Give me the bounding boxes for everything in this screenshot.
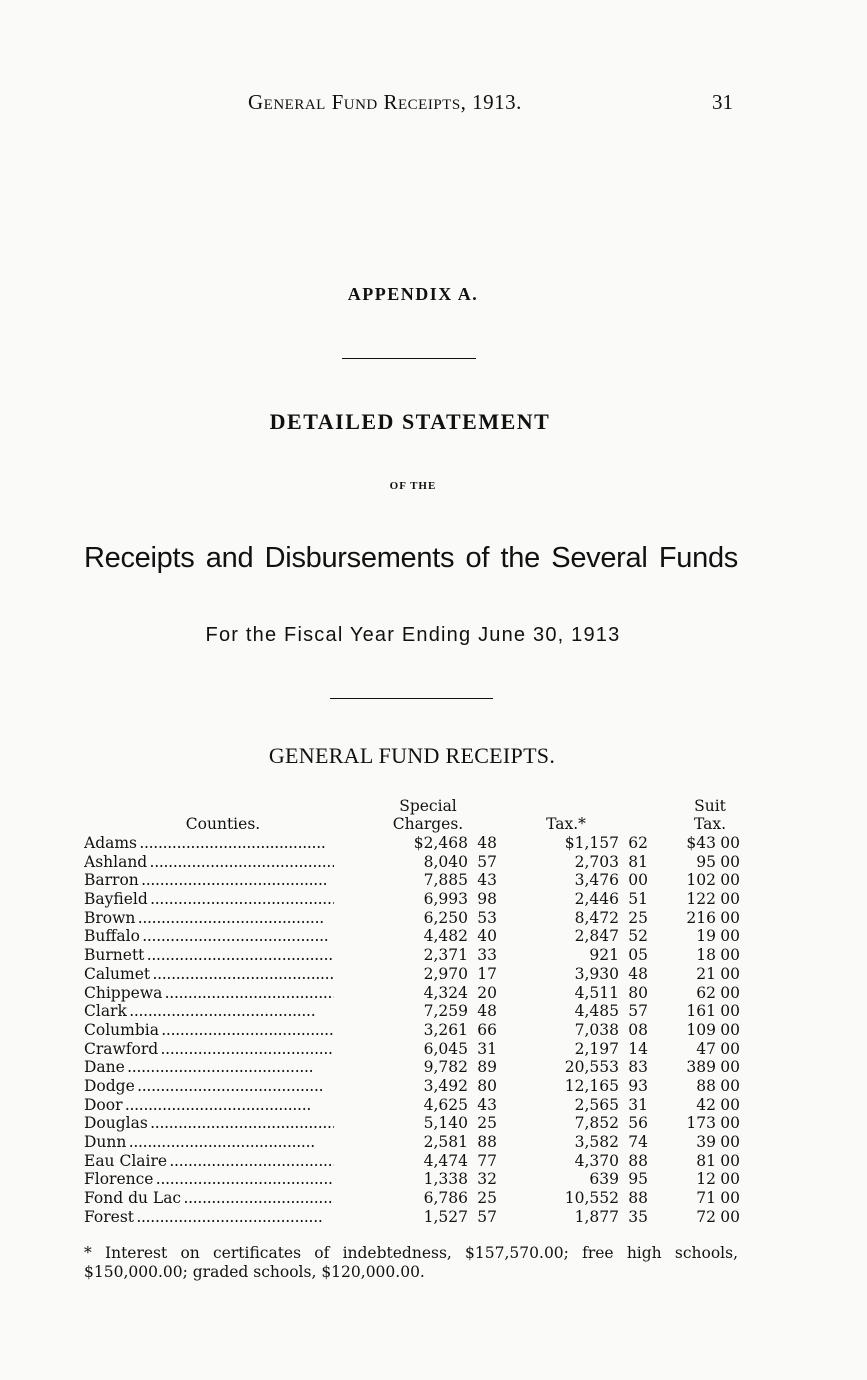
suit-tax-dollars: 389: [686, 1058, 716, 1077]
suit-tax-dollars: 47: [696, 1039, 716, 1058]
special-charges-cents: 48: [477, 834, 497, 852]
suit-tax-dollars: 109: [686, 1020, 716, 1039]
special-charges-dollars: 7,885: [423, 871, 468, 890]
suit-tax-dollars: 102: [686, 871, 716, 890]
suit-tax-cents: 00: [720, 1207, 740, 1226]
special-charges-dollars: 6,993: [423, 890, 468, 909]
appendix-heading: APPENDIX A.: [347, 284, 479, 304]
header-tax: Tax.*: [546, 815, 586, 833]
county-name: Barron . . .: [84, 871, 334, 890]
special-charges-cents: 57: [477, 1207, 497, 1226]
tax-cents: 51: [628, 890, 648, 909]
county-name: Calumet . . .: [84, 965, 334, 984]
header-counties: Counties.: [185, 815, 261, 833]
tax-cents: 56: [628, 1114, 648, 1133]
special-charges-cents: 57: [477, 852, 497, 871]
suit-tax-cents: 00: [720, 1151, 740, 1170]
suit-tax-dollars: 42: [696, 1095, 716, 1114]
page-number: 31: [712, 90, 733, 114]
suit-tax-cents: 00: [720, 1114, 740, 1133]
special-charges-cents: 20: [477, 983, 497, 1002]
suit-tax-cents: 00: [720, 890, 740, 909]
fiscal-year-line: For the Fiscal Year Ending June 30, 1913: [205, 624, 621, 646]
tax-dollars: 639: [589, 1170, 619, 1189]
tax-cents: 31: [628, 1095, 648, 1114]
tax-cents: 48: [628, 964, 648, 983]
statement-heading: DETAILED STATEMENT: [269, 409, 551, 434]
table-row: [84, 853, 754, 872]
county-name: Dane . . .: [84, 1058, 334, 1077]
special-charges-dollars: 1,338: [423, 1170, 468, 1189]
suit-tax-cents: 00: [720, 946, 740, 965]
tax-cents: 88: [628, 1151, 648, 1170]
special-charges-cents: 43: [477, 1095, 497, 1114]
tax-dollars: 8,472: [574, 908, 619, 927]
tax-dollars: 7,038: [574, 1020, 619, 1039]
special-charges-dollars: $2,468: [413, 834, 468, 852]
special-charges-dollars: 1,527: [423, 1207, 468, 1226]
tax-dollars: 2,847: [574, 927, 619, 946]
table-row: [84, 1114, 754, 1133]
special-charges-cents: 40: [477, 927, 497, 946]
suit-tax-cents: 00: [720, 834, 740, 852]
special-charges-dollars: 6,250: [423, 908, 468, 927]
tax-cents: 95: [628, 1170, 648, 1189]
special-charges-dollars: 4,324: [423, 983, 468, 1002]
tax-dollars: 2,565: [574, 1095, 619, 1114]
suit-tax-cents: 00: [720, 1002, 740, 1021]
special-charges-dollars: 2,970: [423, 964, 468, 983]
table-row: [84, 1189, 754, 1208]
suit-tax-cents: 00: [720, 1058, 740, 1077]
special-charges-cents: 89: [477, 1058, 497, 1077]
special-charges-cents: 53: [477, 908, 497, 927]
table-row: [84, 927, 754, 946]
county-name: Columbia . . .: [84, 1021, 334, 1040]
tax-cents: 05: [628, 946, 648, 965]
suit-tax-dollars: 88: [696, 1076, 716, 1095]
suit-tax-cents: 00: [720, 1189, 740, 1208]
special-charges-cents: 88: [477, 1133, 497, 1151]
suit-tax-dollars: 95: [696, 852, 716, 871]
header-suit-line2: Tax.: [693, 815, 727, 833]
suit-tax-dollars: 216: [686, 908, 716, 927]
running-head-title: General Fund Receipts, 1913.: [248, 90, 522, 114]
tax-cents: 25: [628, 908, 648, 927]
county-name: Eau Claire . . .: [84, 1152, 334, 1171]
special-charges-dollars: 7,259: [423, 1002, 468, 1021]
divider-rule: [342, 358, 476, 359]
suit-tax-dollars: $43: [686, 834, 716, 852]
special-charges-cents: 32: [477, 1170, 497, 1189]
county-name: Florence . . .: [84, 1170, 334, 1189]
tax-dollars: $1,157: [564, 834, 619, 852]
tax-dollars: 3,476: [574, 871, 619, 890]
header-special-charges: [380, 797, 476, 833]
header-suit-line1: Suit: [694, 797, 726, 815]
tax-cents: 83: [628, 1058, 648, 1077]
tax-cents: 62: [628, 834, 648, 852]
suit-tax-cents: 00: [720, 964, 740, 983]
special-charges-cents: 80: [477, 1076, 497, 1095]
suit-tax-cents: 00: [720, 983, 740, 1002]
divider-rule: [330, 698, 493, 699]
tax-dollars: 3,582: [574, 1133, 619, 1151]
special-charges-dollars: 4,474: [423, 1151, 468, 1170]
tax-cents: 81: [628, 852, 648, 871]
table-row: [84, 1040, 754, 1059]
table-row: [84, 1096, 754, 1115]
county-name: Douglas . . .: [84, 1114, 334, 1133]
tax-cents: 80: [628, 983, 648, 1002]
suit-tax-dollars: 71: [696, 1189, 716, 1208]
suit-tax-dollars: 122: [686, 890, 716, 909]
receipts-table: [84, 834, 754, 1226]
table-row: [84, 890, 754, 909]
county-name: Dunn . . .: [84, 1133, 334, 1152]
tax-dollars: 10,552: [564, 1189, 619, 1208]
tax-dollars: 921: [589, 946, 619, 965]
special-charges-cents: 25: [477, 1114, 497, 1133]
suit-tax-dollars: 161: [686, 1002, 716, 1021]
tax-dollars: 4,511: [574, 983, 619, 1002]
table-row: [84, 965, 754, 984]
special-charges-cents: 66: [477, 1020, 497, 1039]
tax-dollars: 12,165: [564, 1076, 619, 1095]
special-charges-dollars: 2,371: [423, 946, 468, 965]
table-row: [84, 871, 754, 890]
tax-cents: 74: [628, 1133, 648, 1151]
county-name: Brown . . .: [84, 909, 334, 928]
special-charges-dollars: 3,492: [423, 1076, 468, 1095]
suit-tax-cents: 00: [720, 1020, 740, 1039]
special-charges-cents: 77: [477, 1151, 497, 1170]
special-charges-dollars: 9,782: [423, 1058, 468, 1077]
special-charges-dollars: 6,045: [423, 1039, 468, 1058]
suit-tax-cents: 00: [720, 908, 740, 927]
suit-tax-dollars: 39: [696, 1133, 716, 1151]
special-charges-cents: 33: [477, 946, 497, 965]
suit-tax-dollars: 21: [696, 964, 716, 983]
table-row: [84, 1077, 754, 1096]
table-row: [84, 1170, 754, 1189]
table-row: [84, 834, 754, 853]
tax-cents: 52: [628, 927, 648, 946]
county-name: Ashland . . .: [84, 853, 334, 872]
special-charges-cents: 98: [477, 890, 497, 909]
suit-tax-dollars: 173: [686, 1114, 716, 1133]
special-charges-cents: 43: [477, 871, 497, 890]
tax-dollars: 1,877: [574, 1207, 619, 1226]
county-name: Bayfield . . .: [84, 890, 334, 909]
of-the-text: OF THE: [389, 480, 437, 492]
special-charges-dollars: 4,625: [423, 1095, 468, 1114]
special-charges-cents: 31: [477, 1039, 497, 1058]
table-row: [84, 1002, 754, 1021]
tax-dollars: 4,370: [574, 1151, 619, 1170]
tax-cents: 14: [628, 1039, 648, 1058]
suit-tax-cents: 00: [720, 1133, 740, 1151]
section-title: GENERAL FUND RECEIPTS.: [268, 743, 556, 768]
county-name: Chippewa . . .: [84, 984, 334, 1003]
special-charges-dollars: 3,261: [423, 1020, 468, 1039]
main-title: Receipts and Disbursements of the Several Funds: [84, 542, 738, 574]
county-name: Crawford . . .: [84, 1040, 334, 1059]
tax-cents: 08: [628, 1020, 648, 1039]
special-charges-dollars: 5,140: [423, 1114, 468, 1133]
suit-tax-dollars: 81: [696, 1151, 716, 1170]
table-row: [84, 1058, 754, 1077]
suit-tax-cents: 00: [720, 927, 740, 946]
suit-tax-dollars: 62: [696, 983, 716, 1002]
table-row: [84, 1133, 754, 1152]
county-name: Door . . .: [84, 1096, 334, 1115]
county-name: Clark . . .: [84, 1002, 334, 1021]
special-charges-dollars: 8,040: [423, 852, 468, 871]
table-row: [84, 946, 754, 965]
table-row: [84, 984, 754, 1003]
table-row: [84, 1021, 754, 1040]
suit-tax-cents: 00: [720, 1095, 740, 1114]
header-suit-tax: [680, 797, 740, 833]
table-row: [84, 1152, 754, 1171]
suit-tax-dollars: 19: [696, 927, 716, 946]
special-charges-dollars: 6,786: [423, 1189, 468, 1208]
tax-dollars: 2,703: [574, 852, 619, 871]
suit-tax-cents: 00: [720, 852, 740, 871]
special-charges-cents: 48: [477, 1002, 497, 1021]
county-name: Adams . . .: [84, 834, 334, 853]
county-name: Dodge . . .: [84, 1077, 334, 1096]
suit-tax-dollars: 12: [696, 1170, 716, 1189]
footnote: * Interest on certificates of indebtedness, $157,570.00; free high schools, $150,000.00; graded schools, $120,000.00.: [84, 1244, 738, 1281]
county-name: Burnett . . .: [84, 946, 334, 965]
suit-tax-dollars: 18: [696, 946, 716, 965]
tax-cents: 00: [628, 871, 648, 890]
table-row: [84, 909, 754, 928]
tax-dollars: 7,852: [574, 1114, 619, 1133]
tax-dollars: 2,446: [574, 890, 619, 909]
suit-tax-cents: 00: [720, 1039, 740, 1058]
tax-cents: 88: [628, 1189, 648, 1208]
special-charges-cents: 25: [477, 1189, 497, 1208]
suit-tax-cents: 00: [720, 1170, 740, 1189]
tax-cents: 57: [628, 1002, 648, 1021]
county-name: Fond du Lac . . .: [84, 1189, 334, 1208]
special-charges-cents: 17: [477, 964, 497, 983]
table-row: [84, 1208, 754, 1227]
tax-cents: 93: [628, 1076, 648, 1095]
tax-dollars: 3,930: [574, 964, 619, 983]
tax-dollars: 4,485: [574, 1002, 619, 1021]
tax-dollars: 2,197: [574, 1039, 619, 1058]
suit-tax-cents: 00: [720, 1076, 740, 1095]
special-charges-dollars: 2,581: [423, 1133, 468, 1151]
suit-tax-cents: 00: [720, 871, 740, 890]
county-name: Forest . . .: [84, 1208, 334, 1227]
suit-tax-dollars: 72: [696, 1207, 716, 1226]
header-special-line1: Special: [399, 797, 457, 815]
county-name: Buffalo . . .: [84, 927, 334, 946]
tax-cents: 35: [628, 1207, 648, 1226]
tax-dollars: 20,553: [564, 1058, 619, 1077]
header-special-line2: Charges.: [392, 815, 464, 833]
special-charges-dollars: 4,482: [423, 927, 468, 946]
